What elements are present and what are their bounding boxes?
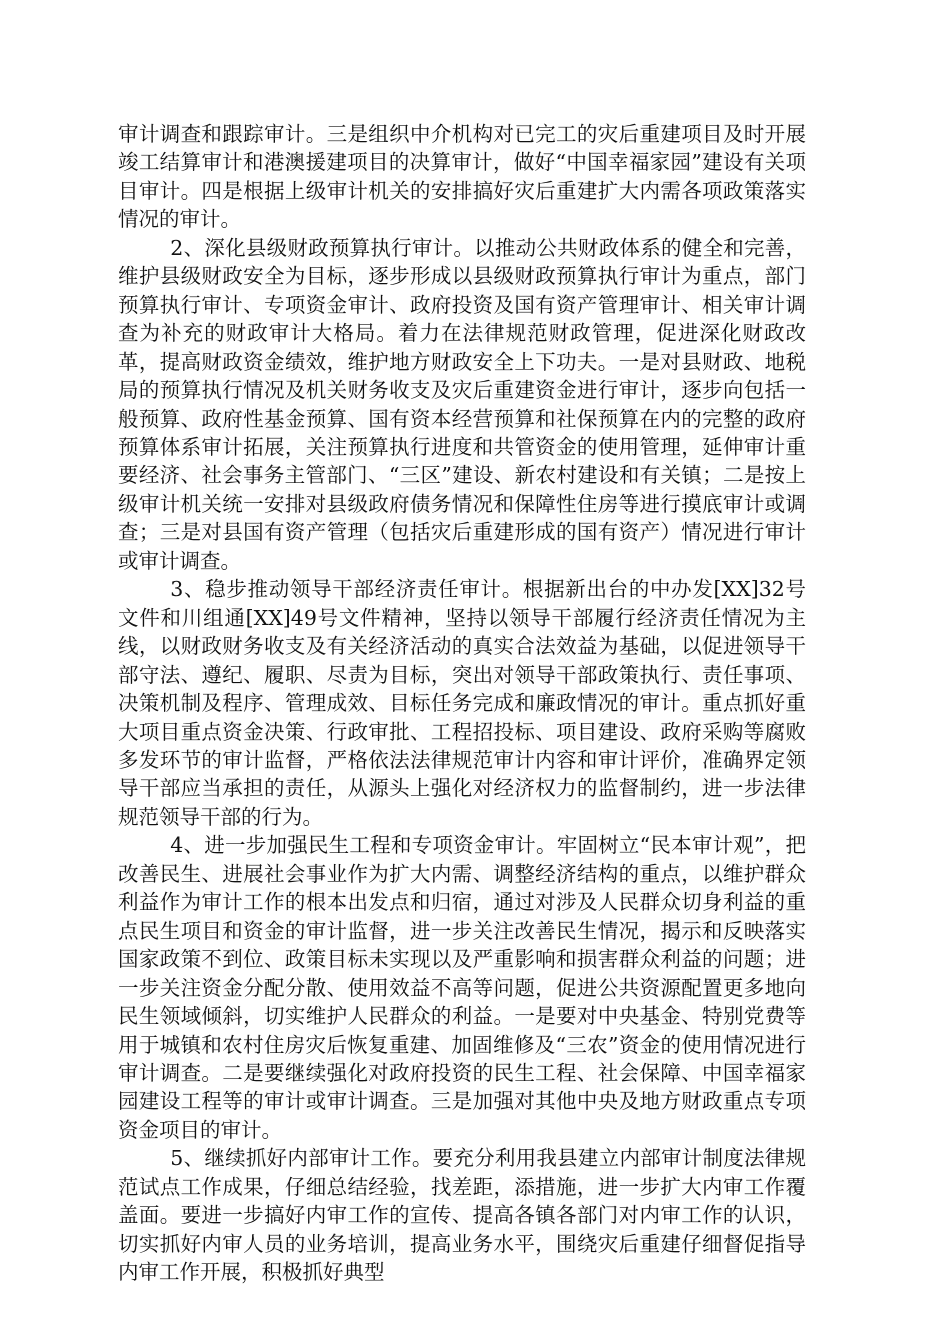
paragraph-fiscal-budget-audit: 2、深化县级财政预算执行审计。以推动公共财政体系的健全和完善，维护县级财政安全为目标，逐步形成以县级财政预算执行审计为重点，部门预算执行审计、专项资金审计、政府投资及国有资产管理审计、相关审计调查为补充的财政审计大格局。着力在法律规范财政管理，促进深化财政改革，提高财政资金绩效，维护地方财政安全上下功夫。一是对县财政、地税局的预算执行情况及机关财务收支及灾后重建资金进行审计，逐步向包括一般预算、政府性基金预算、国有资本经营预算和社保预算在内的完整的政府预算体系审计拓展，关注预算执行进度和共管资金的使用管理，延伸审计重要经济、社会事务主管部门、“三区”建设、新农村建设和有关镇；二是按上级审计机关统一安排对县级政府债务情况和保障性住房等进行摸底审计或调查；三是对县国有资产管理（包括灾后重建形成的国有资产）情况进行审计或审计调查。 [118, 235, 806, 573]
document-page [118, 120, 806, 1287]
paragraph-continuation: 审计调查和跟踪审计。三是组织中介机构对已完工的灾后重建项目及时开展竣工结算审计和港澳援建项目的决算审计，做好“中国幸福家园”建设有关项目审计。四是根据上级审计机关的安排搞好灾后重建扩大内需各项政策落实情况的审计。 [118, 122, 806, 232]
paragraph-leader-economic-responsibility-audit: 3、稳步推动领导干部经济责任审计。根据新出台的中办发[XX]32号文件和川组通[XX]49号文件精神，坚持以领导干部履行经济责任情况为主线，以财政财务收支及有关经济活动的真实合法效益为基础，以促进领导干部守法、遵纪、履职、尽责为目标，突出对领导干部政策执行、责任事项、决策机制及程序、管理成效、目标任务完成和廉政情况的审计。重点抓好重大项目重点资金决策、行政审批、工程招投标、项目建设、政府采购等腐败多发环节的审计监督，严格依法法律规范审计内容和审计评价，准确界定领导干部应当承担的责任，从源头上强化对经济权力的监督制约，进一步法律规范领导干部的行为。 [118, 577, 806, 829]
paragraph-livelihood-special-funds-audit: 4、进一步加强民生工程和专项资金审计。牢固树立“民本审计观”，把改善民生、进展社会事业作为扩大内需、调整经济结构的重点，以维护群众利益作为审计工作的根本出发点和归宿，通过对涉及人民群众切身利益的重点民生项目和资金的审计监督，进一步关注改善民生情况，揭示和反映落实国家政策不到位、政策目标未实现以及严重影响和损害群众利益的问题；进一步关注资金分配分散、使用效益不高等问题，促进公共资源配置更多地向民生领域倾斜，切实维护人民群众的利益。一是要对中央基金、特别党费等用于城镇和农村住房灾后恢复重建、加固维修及“三农”资金的使用情况进行审计调查。二是要继续强化对政府投资的民生工程、社会保障、中国幸福家园建设工程等的审计或审计调查。三是加强对其他中央及地方财政重点专项资金项目的审计。 [118, 833, 806, 1142]
paragraph-internal-audit: 5、继续抓好内部审计工作。要充分利用我县建立内部审计制度法律规范试点工作成果，仔细总结经验，找差距，添措施，进一步扩大内审工作覆盖面。要进一步搞好内审工作的宣传、提高各镇各部门对内审工作的认识，切实抓好内审人员的业务培训，提高业务水平，围绕灾后重建仔细督促指导内审工作开展，积极抓好典型 [118, 1146, 806, 1285]
